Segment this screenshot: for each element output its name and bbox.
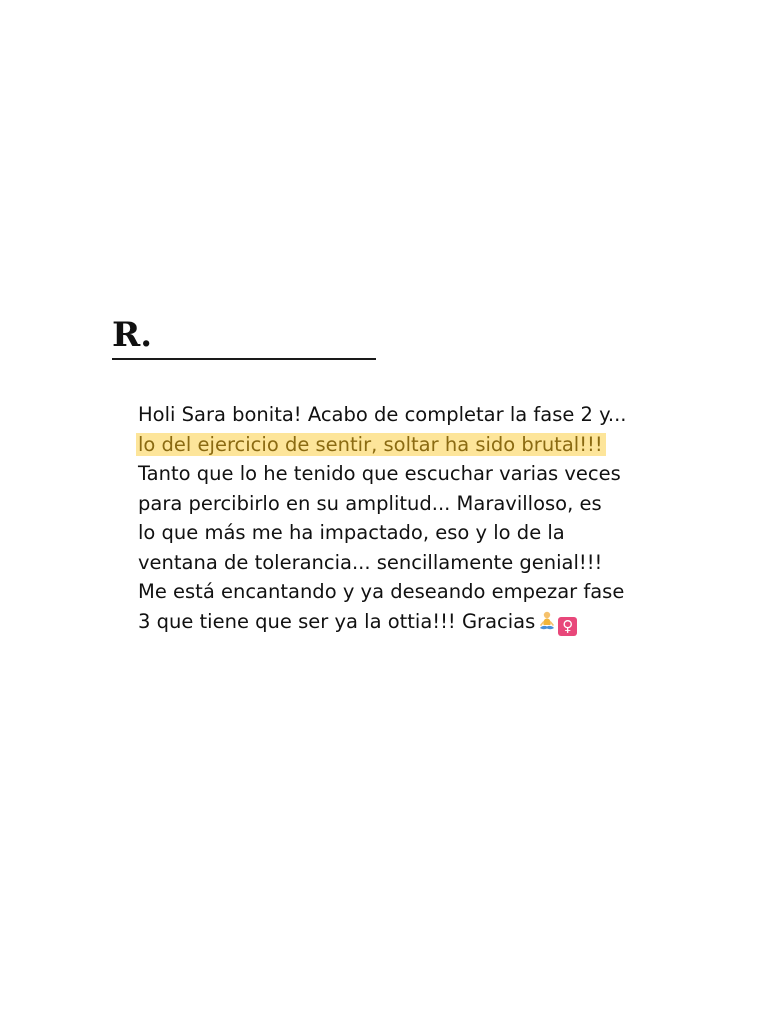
message-line-highlighted <box>138 430 658 460</box>
divider-line <box>112 358 376 360</box>
female-sign-icon: ♀ <box>558 617 577 636</box>
message-line: para percibirlo en su amplitud... Maravilloso, es <box>138 491 602 515</box>
meditating-person-icon <box>538 610 556 640</box>
author-initial: R. <box>112 315 153 355</box>
message-line: Me está encantando y ya deseando empezar fase <box>138 580 625 603</box>
message-line-text: 3 que tiene que ser ya la ottia!!! Gracias <box>138 609 536 633</box>
message-line: lo que más me ha impactado, eso y lo de la <box>138 521 565 544</box>
message-line-last <box>138 607 658 640</box>
highlighted-text: lo del ejercicio de sentir, soltar ha sido brutal!!! <box>136 433 606 456</box>
message-line: Tanto que lo he tenido que escuchar varias veces <box>138 462 621 485</box>
testimonial-message <box>138 400 658 639</box>
message-line: Holi Sara bonita! Acabo de completar la fase 2 y... <box>138 403 627 426</box>
message-line: ventana de tolerancia... sencillamente genial!!! <box>138 550 603 574</box>
